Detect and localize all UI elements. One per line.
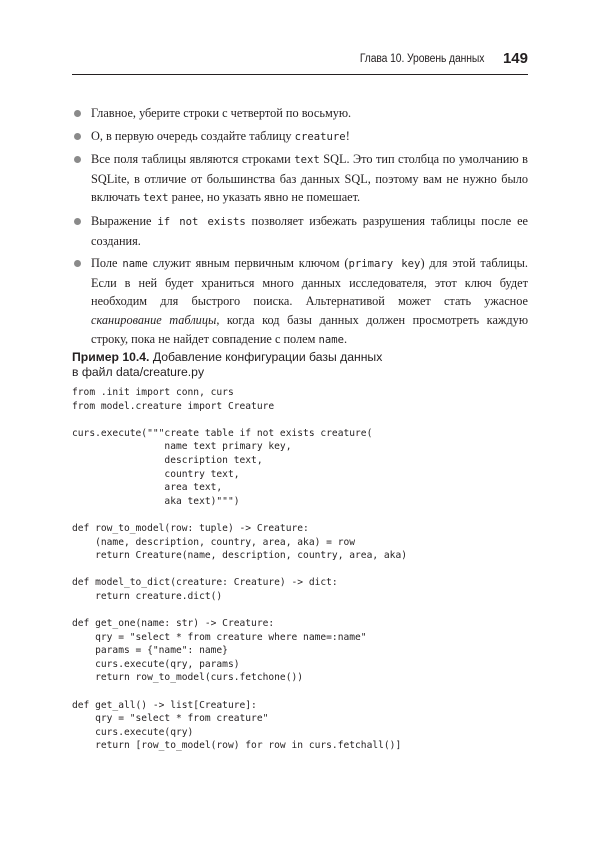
example-title: Добавление конфигурации базы данных в файл data/creature.py [72, 350, 383, 379]
code-listing: from .init import conn, curs from model.creature import Creature curs.execute("""create table if not exists creature( name text primary key, description text, country text, area text, aka text)""") def row_to_model(row: tuple) -> Creature: (name, description, country, area, aka) = row return Creature(name, description, country, area, aka) def model_to_dict(creature: Creature) -> dict: return creature.dict() def get_one(name: str) -> Creature: qry = "select * from creature where name=:name" params = {"name": name} curs.execute(qry, params) return row_to_model(curs.fetchone()) def get_all() -> list[Creature]: qry = "select * from creature" curs.execute(qry) return [row_to_model(row) for row in curs.fetchall()] [72, 387, 408, 752]
example-caption [72, 350, 392, 380]
chapter-title: Глава 10. Уровень данных [359, 53, 484, 65]
bullet-text: . [344, 331, 348, 346]
bullet-item [72, 254, 528, 349]
bullet-dot-icon [74, 110, 81, 117]
bullet-list [72, 104, 528, 353]
inline-code: text [143, 192, 169, 205]
bullet-text: О, в первую очередь создайте таблицу [91, 128, 295, 143]
inline-code: creature [294, 130, 346, 143]
bullet-text: служит явным первичным ключом ( [147, 256, 349, 271]
running-header [72, 50, 528, 70]
bullet-text: ! [345, 128, 350, 143]
bullet-text: Поле [91, 256, 123, 271]
bullet-dot-icon [74, 133, 81, 140]
inline-code: name [122, 258, 148, 271]
bullet-text: , когда код базы данных должен просмотреть каждую строку, пока не найдет совпадение с полем [91, 312, 529, 346]
bullet-item [72, 127, 528, 147]
bullet-text: Выражение [91, 213, 158, 228]
bullet-text: Все поля таблицы являются строками [91, 152, 295, 167]
bullet-dot-icon [74, 260, 81, 267]
bullet-item [72, 212, 528, 250]
bullet-dot-icon [74, 218, 81, 225]
bullet-text: ранее, но указать явно не помешает. [168, 190, 361, 205]
bullet-text: Главное, уберите строки с четвертой по восьмую. [91, 106, 352, 120]
bullet-item [72, 104, 528, 123]
header-divider [72, 74, 528, 75]
bullet-text: ) для этой таблицы. Если в ней будет храниться много данных исследователя, этот ключ будет необходим для быстрого поиска. Альтернативой может стать ужасное [91, 256, 528, 309]
bullet-item [72, 150, 528, 208]
inline-code: name [318, 333, 345, 346]
inline-code: primary key [348, 258, 421, 271]
inline-code: if not exists [157, 215, 246, 228]
example-label: Пример 10.4. [72, 350, 150, 364]
bullet-text: SQL. Это тип столбца по умолчанию в SQLite, в отличие от большинства баз данных SQL, поэтому вам не нужно было включать [91, 152, 528, 205]
italic-term: сканирование таблицы [91, 312, 217, 327]
bullet-dot-icon [74, 156, 81, 163]
page-number: 149 [502, 50, 528, 67]
bullet-text: позволяет избежать разрушения таблицы после ее создания. [91, 213, 528, 248]
inline-code: text [294, 154, 320, 167]
